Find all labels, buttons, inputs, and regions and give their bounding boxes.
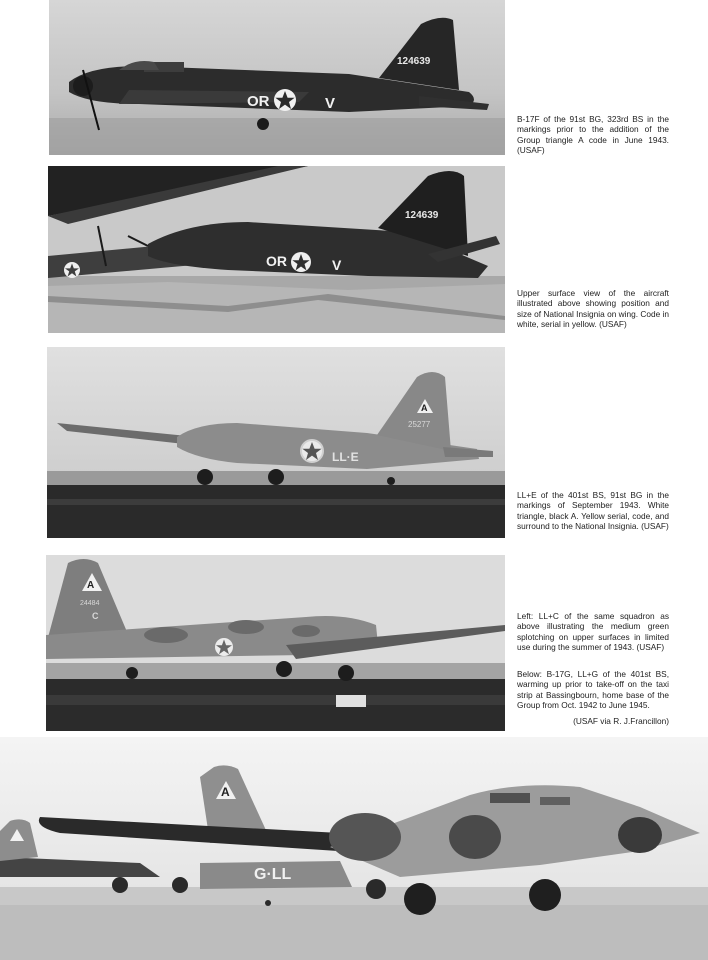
- photo-b17g-ll-g-warming-up: [0, 737, 708, 960]
- photo-ll-c-splotching: [46, 555, 505, 731]
- photo4-serial: 24484: [80, 600, 100, 607]
- photo-b17f-upper-surface: [48, 166, 505, 333]
- caption-ll-e-401st-bs: LL+E of the 401st BS, 91st BG in the markings of September 1943. White triangle, black A. Yellow serial, code, and surround to the National Insignia. (USAF): [517, 490, 669, 531]
- caption-credit: (USAF via R. J.Francillon): [573, 716, 669, 726]
- photo2-code-left: OR: [266, 253, 287, 269]
- caption-upper-surface: Upper surface view of the aircraft illustrated above showing position and size of National Insignia on wing. Code in white, serial in yellow. (USAF): [517, 288, 669, 329]
- photo3-code: LL·E: [332, 450, 359, 464]
- photo-b17f-in-flight: [49, 0, 505, 155]
- photo3-tail-letter: A: [421, 403, 428, 413]
- photo4-tail-letter: A: [87, 580, 95, 591]
- photo4-code-letter: C: [92, 611, 99, 621]
- photo5-code: G·LL: [254, 866, 292, 883]
- photo1-code-left: OR: [247, 93, 270, 110]
- photo3-serial: 25277: [408, 420, 431, 429]
- caption-ll-c-splotching: Left: LL+C of the same squadron as above illustrating the medium green splotching on upper surfaces in limited use during the summer of 1943. (USAF): [517, 611, 669, 652]
- photo1-code-right: V: [325, 95, 336, 112]
- photo-ll-e-on-ground: [47, 347, 505, 538]
- photo2-code-right: V: [332, 257, 342, 273]
- caption-b17g-bassingbourn: Below: B-17G, LL+G of the 401st BS, warming up prior to take-off on the taxi strip at Bassingbourn, home base of the Group from Oct. 1942 to June 1945.: [517, 669, 669, 710]
- caption-b17f-323rd-bs: B-17F of the 91st BG, 323rd BS in the markings prior to the addition of the Group triangle A code in June 1943. (USAF): [517, 114, 669, 155]
- photo1-serial: 124639: [397, 56, 431, 67]
- photo2-serial: 124639: [405, 210, 439, 221]
- photo5-tail-letter: A: [221, 785, 230, 799]
